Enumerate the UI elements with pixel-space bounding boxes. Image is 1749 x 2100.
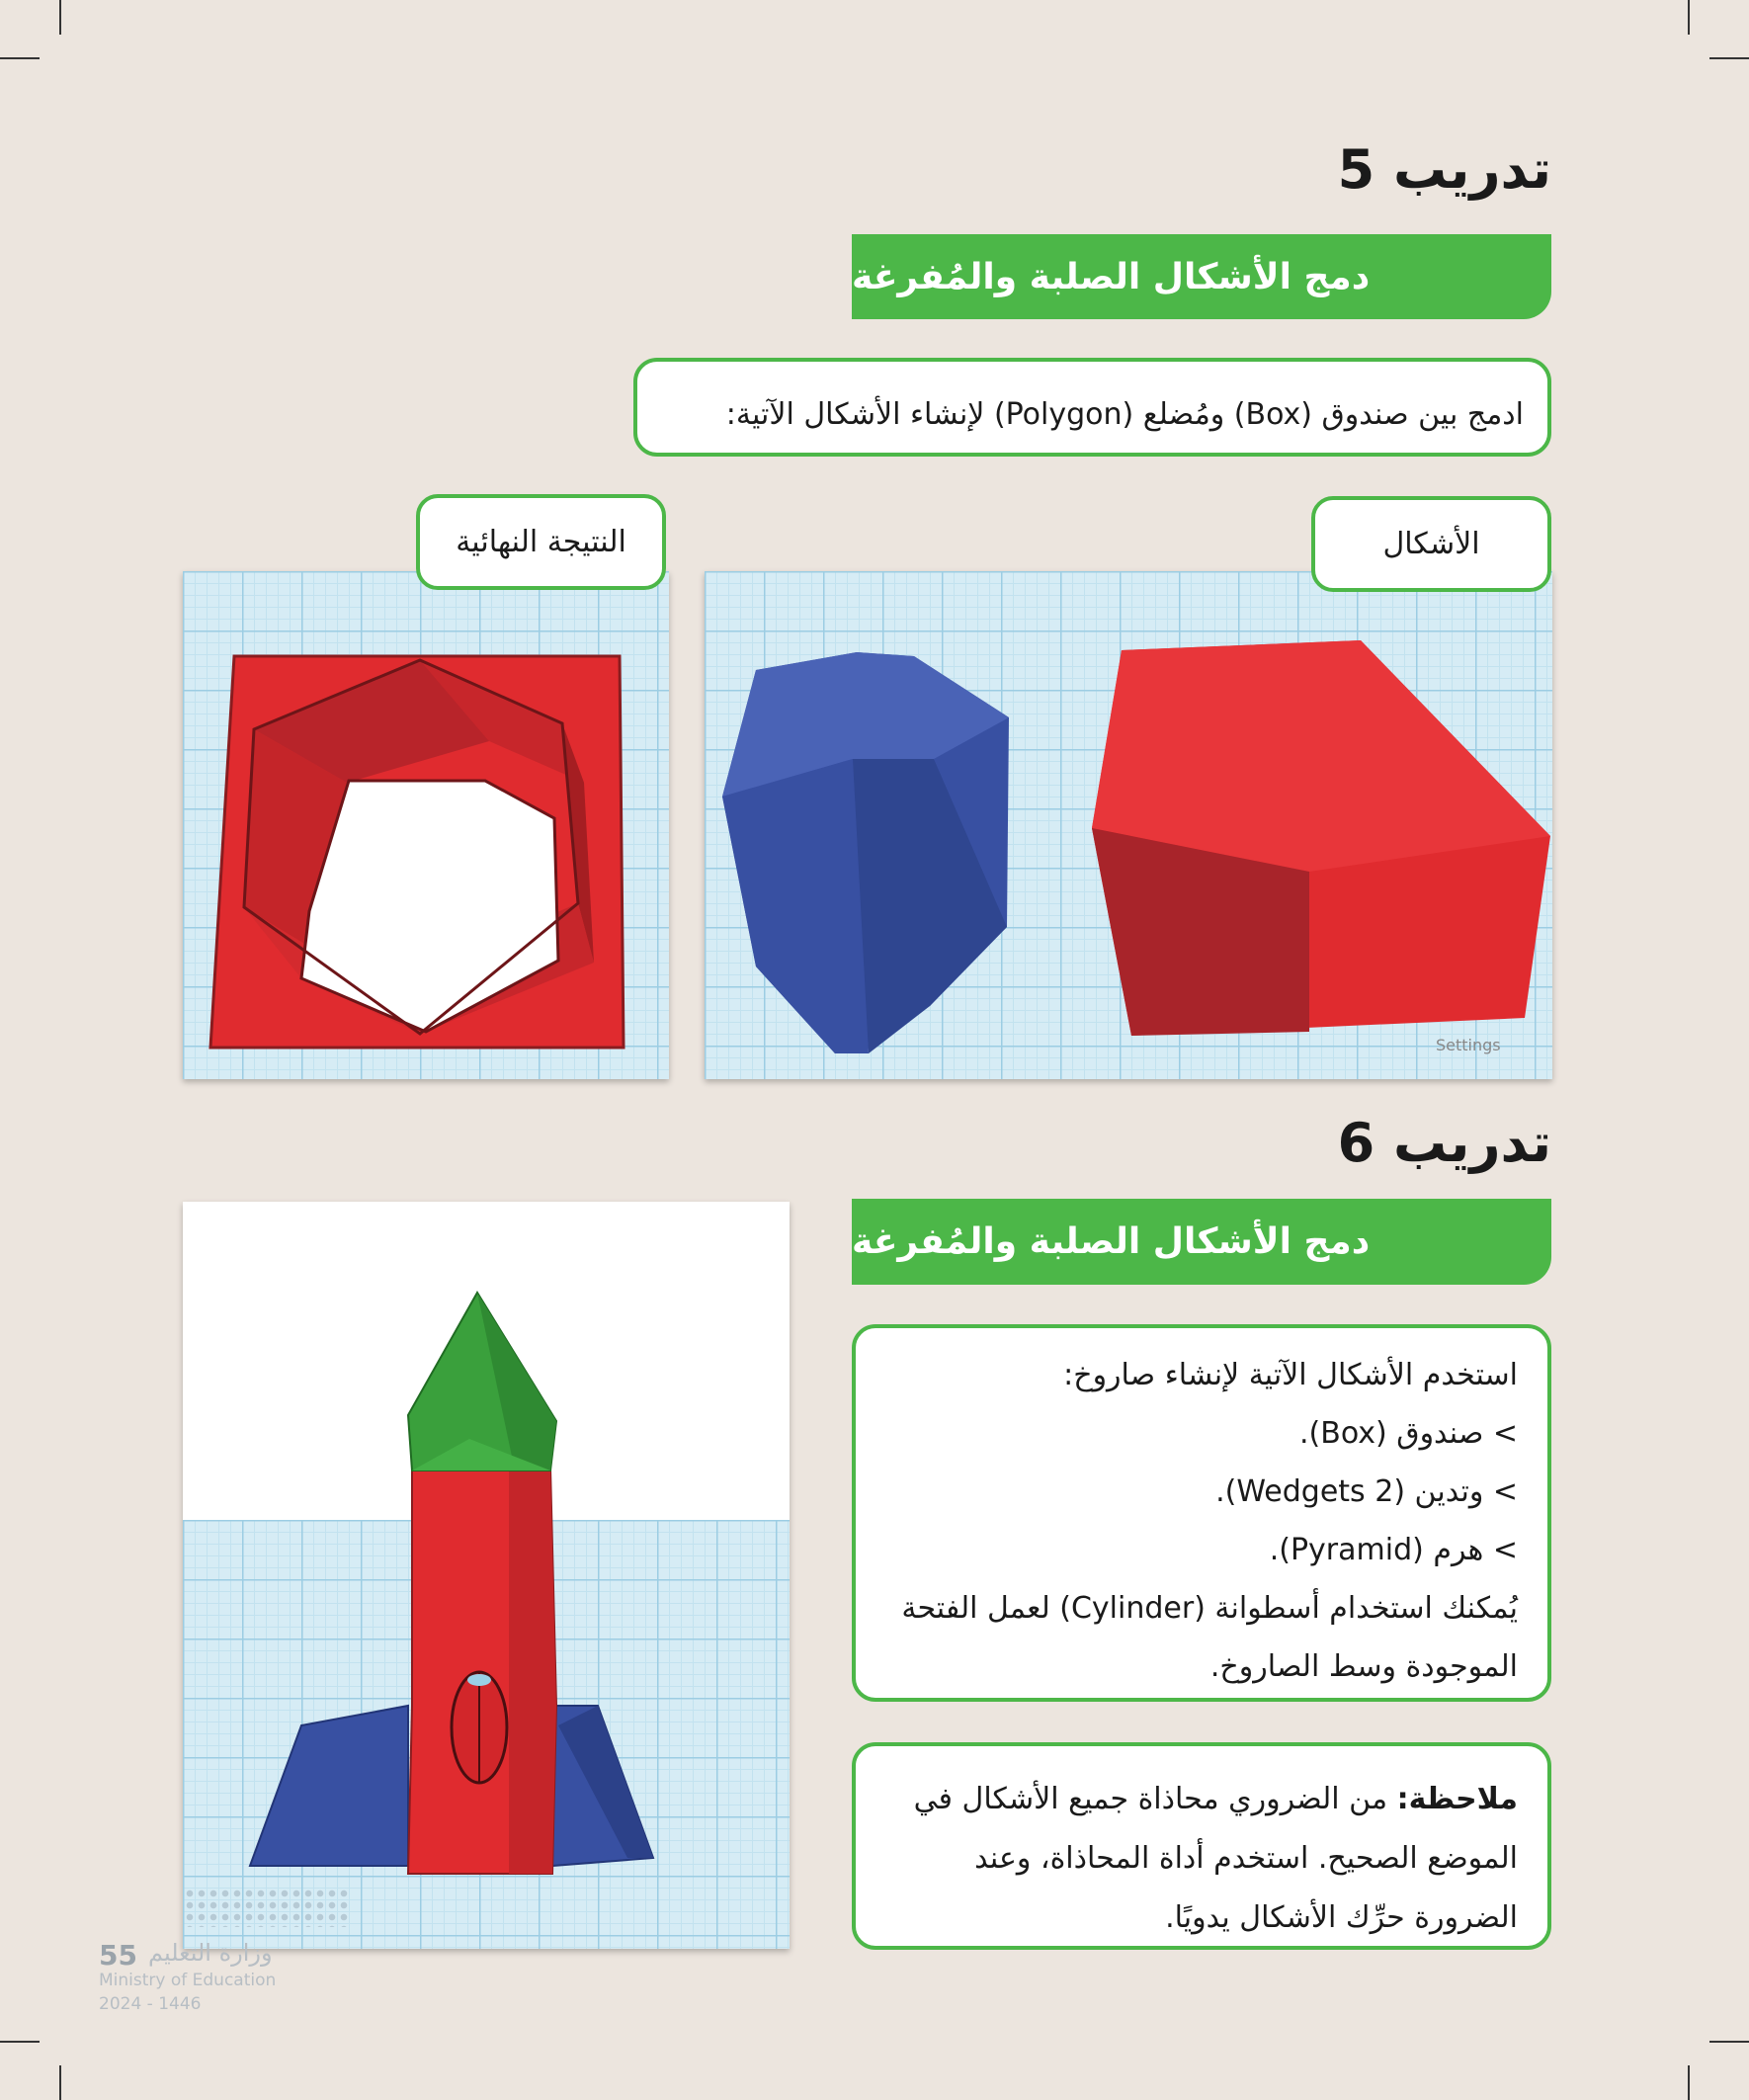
crop-mark: [1688, 2065, 1690, 2100]
exercise-5-instruction-box: [633, 358, 1551, 457]
exercise-5-title: تدريب 5: [1337, 138, 1551, 201]
crop-mark: [59, 0, 61, 35]
exercise-6-banner: [852, 1199, 1551, 1285]
hexagon-hole-shape: [183, 571, 669, 1079]
crop-mark: [0, 2041, 40, 2043]
note-text-1: من الضروري محاذاة جميع الأشكال في: [913, 1782, 1388, 1816]
ministry-name-ar: وزارة التعليم: [148, 1939, 273, 1967]
label-result-text: النتيجة النهائية: [456, 525, 626, 559]
exercise-6-cylinder-line-1: يُمكنك استخدام أسطوانة (Cylinder) لعمل الفتحة: [901, 1591, 1518, 1626]
exercise-6-item-pyramid: > هرم (Pyramid).: [1269, 1533, 1518, 1567]
exercise-6-banner-text: دمج الأشكال الصلبة والمُفرغة: [852, 1221, 1371, 1262]
label-shapes-text: الأشكال: [1382, 527, 1480, 561]
settings-label: Settings: [1436, 1036, 1501, 1054]
shapes-image: [705, 571, 1552, 1079]
label-shapes: [1311, 496, 1551, 592]
crop-mark: [0, 57, 40, 59]
result-image: [183, 571, 669, 1079]
exercise-6-item-box: > صندوق (Box).: [1299, 1416, 1518, 1451]
polygon-and-box-shapes: [705, 571, 1552, 1079]
note-line-2: الموضع الصحيح. استخدم أداة المحاذاة، وعند: [974, 1841, 1518, 1876]
rocket-image: [183, 1202, 790, 1949]
crop-mark: [59, 2065, 61, 2100]
year-label: 2024 - 1446: [99, 1994, 202, 2014]
ministry-logo-dots: [184, 1888, 352, 1927]
exercise-5-instruction: ادمج بين صندوق (Box) ومُضلع (Polygon) لإنشاء الأشكال الآتية:: [725, 397, 1524, 432]
exercise-6-instructions-box: [852, 1324, 1551, 1702]
ministry-name-en: Ministry of Education: [99, 1971, 277, 1990]
exercise-6-item-wedges: > وتدين (Wedgets 2).: [1215, 1474, 1518, 1509]
exercise-5-banner-text: دمج الأشكال الصلبة والمُفرغة: [852, 256, 1371, 297]
exercise-6-intro: استخدم الأشكال الآتية لإنشاء صاروخ:: [1063, 1358, 1518, 1392]
crop-mark: [1709, 57, 1749, 59]
note-label: ملاحظة:: [1396, 1782, 1518, 1816]
crop-mark: [1688, 0, 1690, 35]
crop-mark: [1709, 2041, 1749, 2043]
page-number: 55: [99, 1939, 137, 1972]
exercise-6-title: تدريب 6: [1337, 1112, 1551, 1174]
exercise-5-banner: [852, 234, 1551, 319]
note-line-1: [885, 1770, 1518, 1829]
exercise-6-cylinder-line-2: الموجودة وسط الصاروخ.: [1209, 1649, 1518, 1684]
rocket-shape: [183, 1202, 790, 1949]
note-line-3: الضرورة حرِّك الأشكال يدويًا.: [1165, 1900, 1518, 1935]
label-result: [416, 494, 666, 590]
note-box: [852, 1742, 1551, 1950]
